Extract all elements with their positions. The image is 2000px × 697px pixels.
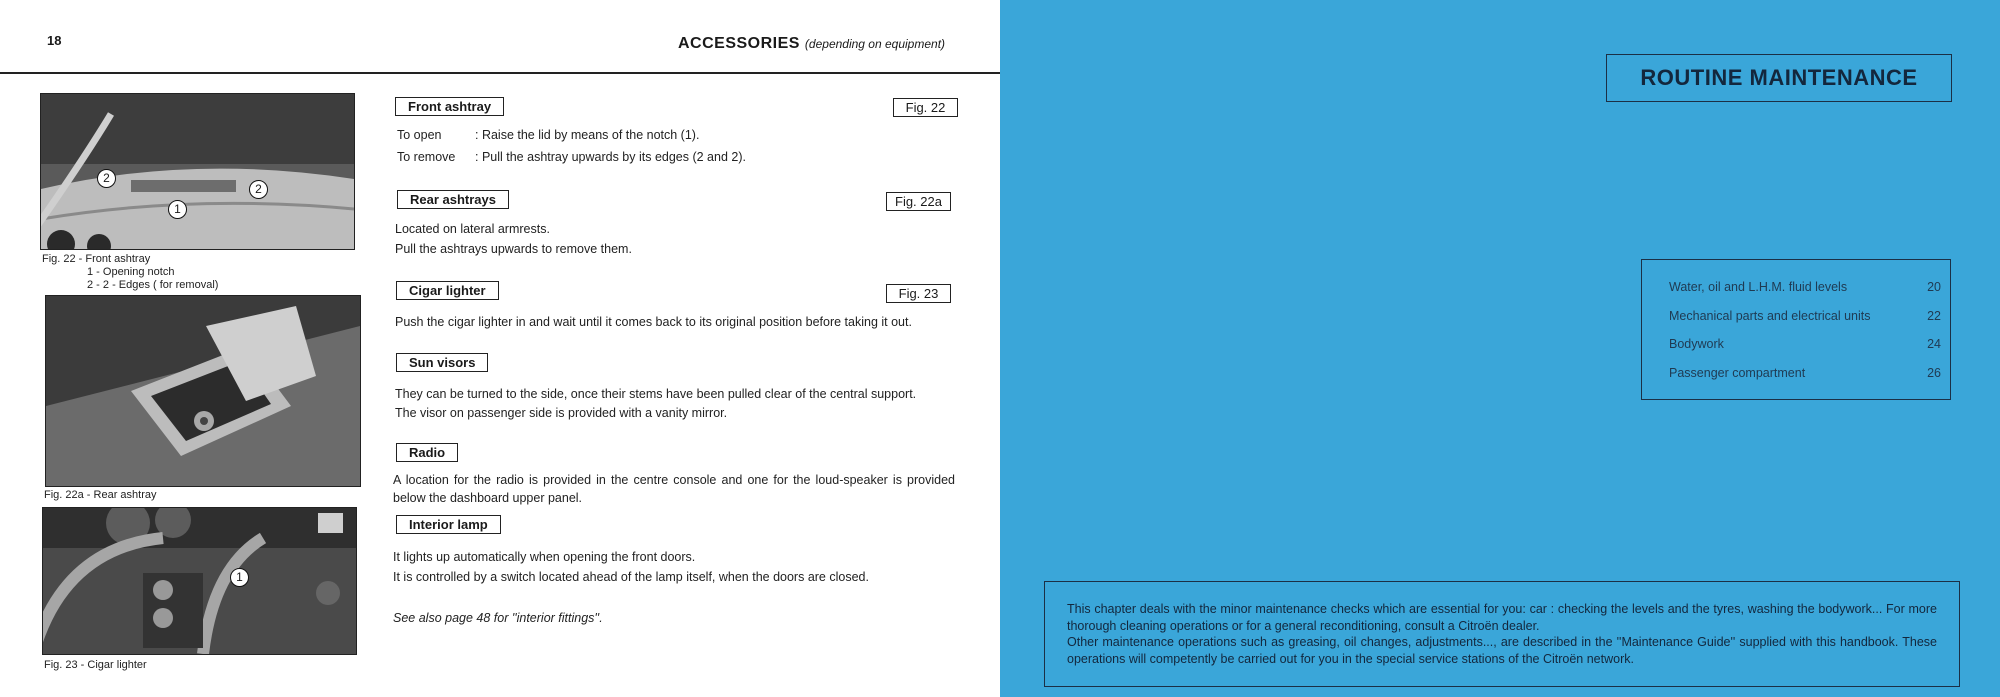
open-text: : Raise the lid by means of the notch (1).: [475, 128, 700, 142]
section-title-radio: Radio: [396, 443, 458, 462]
toc-page: 22: [1927, 309, 1941, 323]
intro-paragraph-1: This chapter deals with the minor maintenance checks which are essential for you: car : checking the levels and the tyres, washing the bodywork... For more thorough cleaning operations or for a general reconditioning, consult a Citroën dealer.: [1067, 602, 1937, 633]
rear-ashtrays-line1: Located on lateral armrests.: [395, 222, 550, 236]
section-title-front-ashtray: Front ashtray: [395, 97, 504, 116]
fig22-caption-line2: 1 - Opening notch: [87, 266, 175, 278]
toc-label: Water, oil and L.H.M. fluid levels: [1669, 280, 1848, 294]
fig22-photo: [40, 93, 355, 250]
fig-ref-22: Fig. 22: [893, 98, 958, 117]
toc-page: 26: [1927, 366, 1941, 380]
remove-text: : Pull the ashtray upwards by its edges (2 and 2).: [475, 150, 746, 164]
open-label: To open: [397, 128, 442, 142]
cigar-lighter-illustration: [43, 508, 356, 654]
sun-visors-line2: The visor on passenger side is provided with a vanity mirror.: [395, 406, 728, 420]
sun-visors-line1: They can be turned to the side, once their stems have been pulled clear of the central support.: [395, 387, 917, 401]
chapter-intro-text: [1067, 601, 1937, 667]
title-main: ACCESSORIES: [678, 35, 800, 52]
see-also-note: See also page 48 for ''interior fittings''.: [393, 611, 603, 625]
toc-row[interactable]: [1669, 309, 1941, 323]
section-title-cigar-lighter: Cigar lighter: [396, 281, 499, 300]
fig22a-caption: Fig. 22a - Rear ashtray: [44, 489, 157, 501]
fig22a-photo: [45, 295, 361, 487]
interior-lamp-line1: It lights up automatically when opening the front doors.: [393, 550, 696, 564]
remove-label: To remove: [397, 150, 456, 164]
toc-label: Mechanical parts and electrical units: [1669, 309, 1871, 323]
right-page: [1000, 0, 2000, 697]
toc-label: Bodywork: [1669, 337, 1724, 351]
page-number: 18: [47, 33, 62, 48]
dashboard-illustration: [41, 94, 354, 249]
fig23-caption: Fig. 23 - Cigar lighter: [44, 659, 147, 671]
toc-row[interactable]: [1669, 280, 1941, 294]
radio-text: A location for the radio is provided in the centre console and one for the loud-speaker is provided below the dashboard upper panel.: [393, 473, 955, 505]
toc-row[interactable]: [1669, 337, 1941, 351]
toc-page: 20: [1927, 280, 1941, 294]
title-subtitle: (depending on equipment): [804, 37, 946, 51]
rear-ashtray-illustration: [46, 296, 360, 486]
section-title-sun-visors: Sun visors: [396, 353, 488, 372]
callout-2-right: 2: [249, 180, 268, 199]
callout-2-left: 2: [97, 169, 116, 188]
cigar-lighter-text: Push the cigar lighter in and wait until it comes back to its original position before taking it out.: [395, 315, 912, 329]
page-title: [678, 35, 945, 53]
fig22-caption-line1: Fig. 22 - Front ashtray: [42, 253, 151, 265]
fig-ref-22a: Fig. 22a: [886, 192, 951, 211]
toc-page: 24: [1927, 337, 1941, 351]
fig23-photo: [42, 507, 357, 655]
callout-1: 1: [168, 200, 187, 219]
section-title-interior-lamp: Interior lamp: [396, 515, 501, 534]
rear-ashtrays-line2: Pull the ashtrays upwards to remove them.: [395, 242, 632, 256]
callout-1-fig23: 1: [230, 568, 249, 587]
table-of-contents: [1641, 259, 1951, 400]
routine-maintenance-title: ROUTINE MAINTENANCE: [1640, 65, 1918, 90]
section-title-rear-ashtrays: Rear ashtrays: [397, 190, 509, 209]
fig22-caption-line3: 2 - 2 - Edges ( for removal): [87, 279, 219, 291]
header-divider: [0, 72, 1000, 74]
fig-ref-23: Fig. 23: [886, 284, 951, 303]
front-ashtray-open: [397, 126, 699, 144]
fig22-caption: [42, 253, 218, 292]
toc-row[interactable]: [1669, 366, 1941, 380]
toc-label: Passenger compartment: [1669, 366, 1806, 380]
interior-lamp-line2: It is controlled by a switch located ahead of the lamp itself, when the doors are closed.: [393, 570, 869, 584]
routine-maintenance-title-box: [1606, 54, 1952, 102]
intro-paragraph-2: Other maintenance operations such as greasing, oil changes, adjustments..., are described in the ''Maintenance Guide'' supplied with this handbook. These operations will competently be carried out for you in the special service stations of the Citroën network.: [1067, 635, 1937, 666]
chapter-intro-box: [1044, 581, 1960, 687]
front-ashtray-remove: [397, 148, 746, 166]
